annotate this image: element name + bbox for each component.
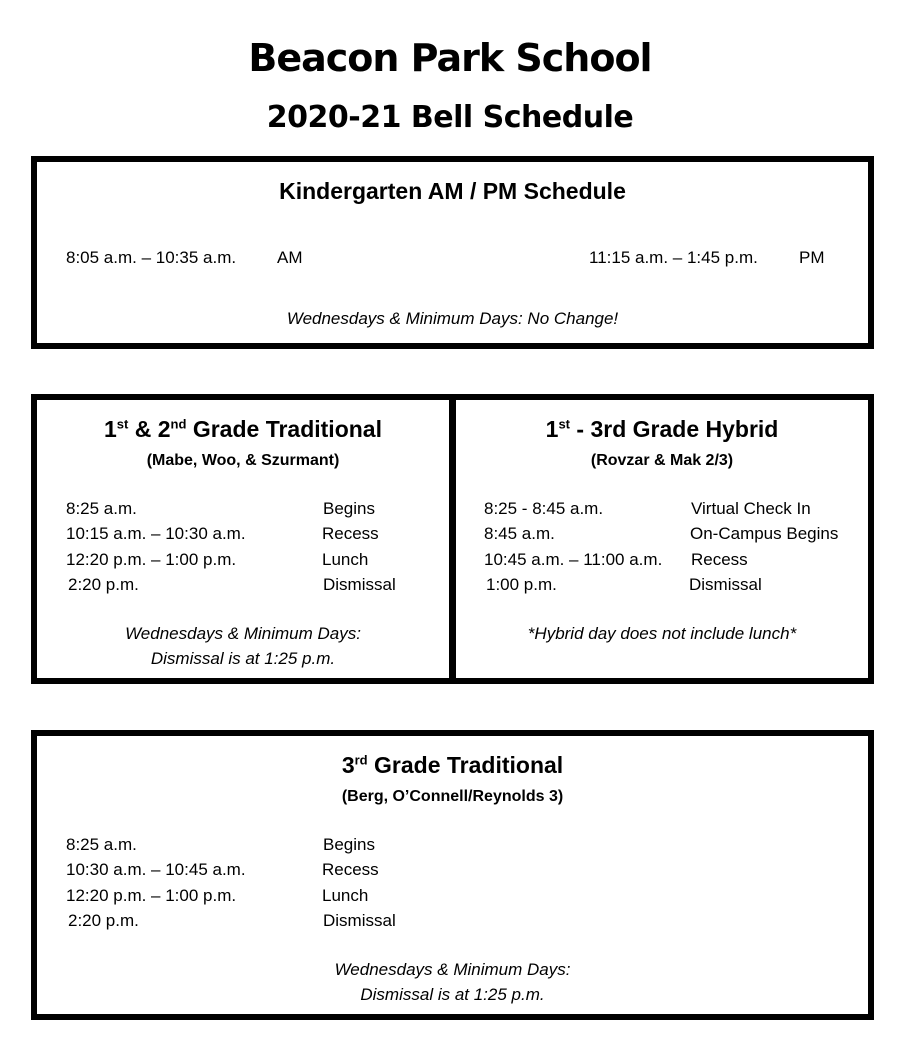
grade-1-2-title: [37, 416, 449, 443]
hybrid-note: *Hybrid day does not include lunch*: [527, 624, 797, 643]
kindergarten-pm-label: PM: [799, 248, 825, 267]
title-number: 1: [104, 416, 117, 442]
title-superscript: st: [116, 416, 129, 432]
schedule-row-event: On-Campus Begins: [690, 524, 839, 543]
grade-1-2-teachers: (Mabe, Woo, & Szurmant): [146, 452, 340, 469]
grade-3-note: [37, 957, 868, 1007]
schedule-row-event: Dismissal: [323, 575, 396, 594]
schedule-row-event: Recess: [322, 860, 379, 879]
note-line-1: Wednesdays & Minimum Days:: [125, 624, 361, 643]
schedule-row-time: 10:45 a.m. – 11:00 a.m.: [484, 550, 663, 569]
note-line-2: Dismissal is at 1:25 p.m.: [150, 649, 336, 668]
kindergarten-pm-time: 11:15 a.m. – 1:45 p.m.: [589, 248, 758, 267]
schedule-row-event: Lunch: [322, 886, 369, 905]
schedule-row-time: 1:00 p.m.: [486, 575, 557, 594]
kindergarten-am-time: 8:05 a.m. – 10:35 a.m.: [66, 248, 237, 267]
grade-1-2-note: [37, 621, 449, 671]
kindergarten-title: Kindergarten AM / PM Schedule: [279, 178, 626, 204]
schedule-row-event: Begins: [323, 835, 375, 854]
title-number: 1: [545, 416, 559, 442]
note-line-2: Dismissal is at 1:25 p.m.: [360, 985, 545, 1004]
title-superscript: rd: [354, 752, 368, 768]
grade-3-traditional-box: [31, 730, 874, 1020]
schedule-row-time: 12:20 p.m. – 1:00 p.m.: [66, 886, 237, 905]
kindergarten-am-label: AM: [277, 248, 303, 267]
grade-1-2-traditional-box: [31, 394, 455, 684]
kindergarten-note: Wednesdays & Minimum Days: No Change!: [286, 309, 619, 328]
title-superscript: st: [558, 416, 571, 432]
schedule-row-event: Recess: [322, 524, 379, 543]
hybrid-title: [456, 416, 868, 443]
schedule-row-event: Lunch: [322, 550, 369, 569]
schedule-row-time: 2:20 p.m.: [68, 575, 139, 594]
title-rest: Grade Traditional: [186, 416, 382, 442]
title-rest: - 3rd Grade Hybrid: [570, 416, 779, 442]
schedule-row-event: Recess: [691, 550, 748, 569]
schedule-row-time: 8:25 - 8:45 a.m.: [484, 499, 604, 518]
schedule-row-event: Virtual Check In: [691, 499, 811, 518]
schedule-row-event: Dismissal: [689, 575, 762, 594]
grade-3-title: [37, 752, 868, 779]
schedule-row-event: Begins: [323, 499, 375, 518]
schedule-row-time: 8:25 a.m.: [66, 835, 137, 854]
title-superscript: nd: [170, 416, 187, 432]
grade-1-3-hybrid-box: [450, 394, 874, 684]
schedule-row-time: 8:25 a.m.: [66, 499, 137, 518]
schedule-row-time: 12:20 p.m. – 1:00 p.m.: [66, 550, 237, 569]
schedule-row-time: 10:15 a.m. – 10:30 a.m.: [66, 524, 246, 543]
kindergarten-schedule-box: [31, 156, 874, 349]
grade-3-teachers: (Berg, O’Connell/Reynolds 3): [341, 788, 564, 805]
schedule-row-time: 10:30 a.m. – 10:45 a.m.: [66, 860, 246, 879]
title-amp: & 2: [128, 416, 171, 442]
schedule-row-time: 8:45 a.m.: [484, 524, 555, 543]
schedule-title: 2020-21 Bell Schedule: [266, 100, 634, 135]
school-title: Beacon Park School: [248, 36, 652, 80]
title-number: 3: [341, 752, 355, 778]
hybrid-teachers: (Rovzar & Mak 2/3): [590, 452, 734, 469]
title-rest: Grade Traditional: [367, 752, 564, 778]
note-line-1: Wednesdays & Minimum Days:: [334, 960, 571, 979]
schedule-row-event: Dismissal: [323, 911, 396, 930]
schedule-row-time: 2:20 p.m.: [68, 911, 139, 930]
